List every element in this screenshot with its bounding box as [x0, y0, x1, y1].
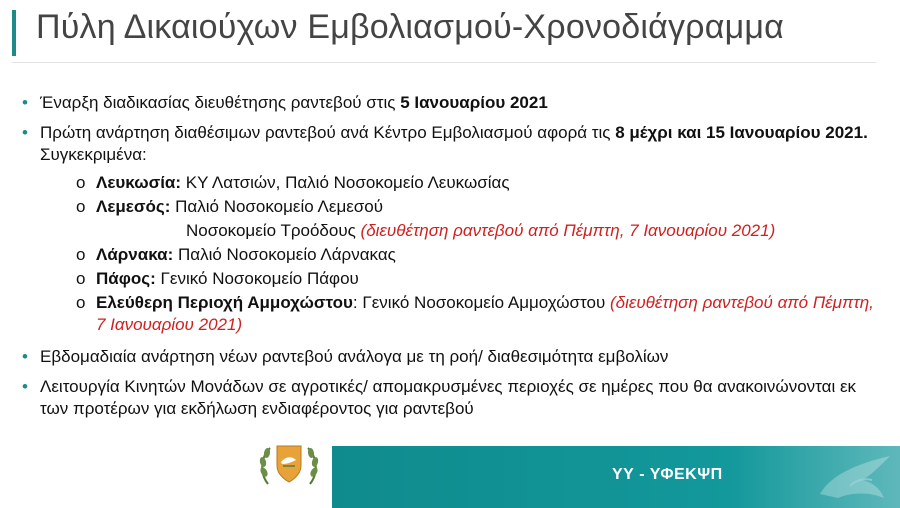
title-accent-bar: [12, 10, 16, 56]
sub-item-text: Γενικό Νοσοκομείο Πάφου: [155, 269, 359, 288]
bullet-bold-range: 8 μέχρι και 15 Ιανουαρίου 2021.: [615, 123, 868, 142]
sub-item-city: Λευκωσία:: [96, 173, 182, 192]
sub-item-city: Λάρνακα:: [96, 245, 174, 264]
dove-icon: [800, 446, 900, 508]
bullet-marker: •: [22, 123, 28, 142]
sub-item-text: Παλιό Νοσοκομείο Λάρνακας: [173, 245, 396, 264]
page-title: Πύλη Δικαιούχων Εμβολιασμού-Χρονοδιάγραμμα: [36, 8, 785, 46]
sub-marker: o: [76, 293, 86, 312]
bullet-weekly-posting: [20, 346, 880, 368]
sub-marker: o: [76, 197, 86, 216]
bullet-text: Λειτουργία Κινητών Μονάδων σε αγροτικές/ απομακρυσμένες περιοχές σε ημέρες που θα ανακοινώνονται εκ των προτέρων για εκδήλωση ενδιαφέροντος για ραντεβού: [40, 377, 857, 418]
sub-item-paphos: [40, 268, 880, 290]
bullet-text: Πρώτη ανάρτηση διαθέσιμων ραντεβού ανά Κέντρο Εμβολιασμού αφορά τις: [40, 123, 616, 142]
sub-item-text: ΚΥ Λατσιών, Παλιό Νοσοκομείο Λευκωσίας: [181, 173, 510, 192]
footer-label: ΥΥ - ΥΦΕΚΨΠ: [612, 466, 723, 483]
sub-item-larnaca: [40, 244, 880, 266]
sub-item-city: Πάφος:: [96, 269, 156, 288]
slide-content: [20, 92, 880, 428]
bullet-bold-date: 5 Ιανουαρίου 2021: [400, 93, 548, 112]
bullet-start-date: [20, 92, 880, 114]
bullet-text: Εβδομαδιαία ανάρτηση νέων ραντεβού ανάλογα με τη ροή/ διαθεσιμότητα εμβολίων: [40, 347, 669, 366]
sub-item-note: (διευθέτηση ραντεβού από Πέμπτη, 7 Ιανουαρίου 2021): [96, 293, 874, 334]
cyprus-coat-of-arms-icon: [246, 432, 332, 496]
bullet-marker: •: [22, 347, 28, 366]
sub-item-limassol-continued: [40, 220, 880, 242]
sub-item-text: Παλιό Νοσοκομείο Λεμεσού: [170, 197, 384, 216]
sub-item-city: Ελεύθερη Περιοχή Αμμοχώστου: [96, 293, 353, 312]
sub-item-text: Νοσοκομείο Τροόδους: [186, 221, 361, 240]
title-divider: [12, 62, 876, 63]
bullet-text: Έναρξη διαδικασίας διευθέτησης ραντεβού στις: [40, 93, 401, 112]
sub-item-text: : Γενικό Νοσοκομείο Αμμοχώστου: [352, 293, 610, 312]
sub-marker: o: [76, 245, 86, 264]
bullet-mobile-units: [20, 376, 880, 420]
bullet-marker: •: [22, 377, 28, 396]
sub-item-city: Λεμεσός:: [96, 197, 171, 216]
sub-marker: o: [76, 269, 86, 288]
sub-marker: o: [76, 173, 86, 192]
sub-item-note: (διευθέτηση ραντεβού από Πέμπτη, 7 Ιανουαρίου 2021): [360, 221, 776, 240]
bullet-text-post: Συγκεκριμένα:: [40, 145, 147, 164]
sub-item-famagusta: [40, 292, 880, 336]
sub-item-nicosia: [40, 172, 880, 194]
sub-item-limassol: [40, 196, 880, 218]
bullet-marker: •: [22, 93, 28, 112]
bullet-first-posting: [20, 122, 880, 336]
